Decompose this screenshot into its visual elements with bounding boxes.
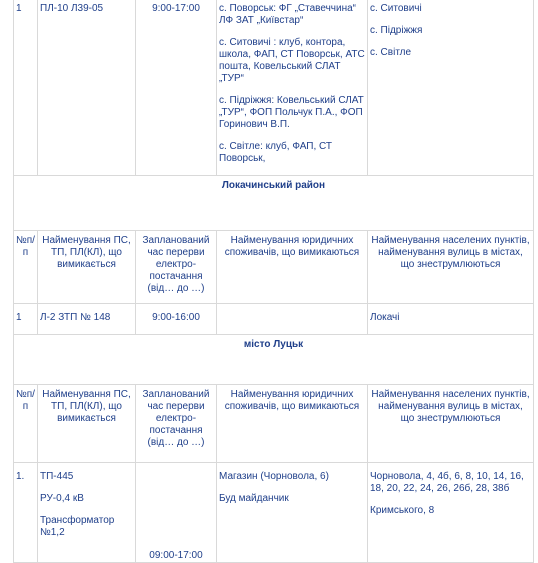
header-line: Найменування ПС, ТП, ПЛ(КЛ), що вимикається: [38, 385, 136, 463]
header-settlements: Найменування населених пунктів, найменування вулиць в містах, що знеструмлюються: [368, 231, 534, 304]
table-row: [14, 304, 534, 335]
line-name: ПЛ-10 Л39-05: [38, 0, 136, 176]
power-outage-table: [13, 0, 534, 563]
consumers-cell: [217, 463, 368, 563]
section-title-lutsk: місто Луцьк: [14, 335, 534, 385]
section-row: [14, 335, 534, 385]
outage-time: 9:00-16:00: [136, 304, 217, 335]
header-settlements: Найменування населених пунктів, найменування вулиць в містах, що знеструмлюються: [368, 385, 534, 463]
consumer-entry: Магазин (Чорновола, 6): [219, 471, 329, 482]
consumer-entry: с. Підріжжя: Ковельський СЛАТ „ТУР“, ФОП Польчук П.А., ФОП Горинович В.П.: [219, 95, 364, 130]
settlement-entry: с. Світле: [370, 47, 412, 58]
line-name-cell: [38, 463, 136, 563]
settlement-entry: с. Підріжжя: [370, 25, 423, 36]
table-row: [14, 0, 534, 176]
consumers-cell: [217, 0, 368, 176]
section-title-lokachi: Локачинський район: [14, 176, 534, 231]
header-consumers: Найменування юридичних споживачів, що вимикаються: [217, 385, 368, 463]
line-name: Л-2 ЗТП № 148: [38, 304, 136, 335]
header-row: [14, 231, 534, 304]
consumer-entry: с. Поворськ: ФГ „Ставеччина“ ЛФ ЗАТ „Київстар“: [219, 3, 356, 26]
settlement-entry: с. Ситовичі: [370, 3, 422, 14]
consumer-entry: с. Ситовичі : клуб, контора, школа, ФАП, СТ Поворськ, АТС пошта, Ковельський СЛАТ „ТУР“: [219, 37, 365, 84]
line-entry: ТП-445: [40, 471, 74, 482]
header-time: Запланований час перерви електро-постачання (від… до …): [136, 385, 217, 463]
consumer-entry: Буд майданчик: [219, 493, 289, 504]
line-entry: РУ-0,4 кВ: [40, 493, 84, 504]
row-number: 1: [14, 0, 38, 176]
consumer-entry: с. Світле: клуб, ФАП, СТ Поворськ,: [219, 141, 333, 164]
settlement-entry: Кримського, 8: [370, 505, 435, 516]
settlement-entry: Чорновола, 4, 4б, 6, 8, 10, 14, 16, 18, 20, 22, 24, 26, 26б, 28, 38б: [370, 471, 524, 494]
line-entry: Трансформатор №1,2: [40, 515, 115, 538]
settlements-cell: [368, 463, 534, 563]
header-line: Найменування ПС, ТП, ПЛ(КЛ), що вимикається: [38, 231, 136, 304]
settlements-cell: [368, 0, 534, 176]
header-time: Запланований час перерви електро-постачання (від… до …): [136, 231, 217, 304]
consumers-cell: [217, 304, 368, 335]
row-number: 1.: [14, 463, 38, 563]
header-num: №п/п: [14, 231, 38, 304]
row-number: 1: [14, 304, 38, 335]
settlements-cell: Локачі: [368, 304, 534, 335]
table-row: [14, 463, 534, 563]
header-row: [14, 385, 534, 463]
outage-time: 9:00-17:00: [136, 0, 217, 176]
section-row: [14, 176, 534, 231]
outage-time: 09:00-17:00: [136, 463, 217, 563]
header-consumers: Найменування юридичних споживачів, що вимикаються: [217, 231, 368, 304]
header-num: №п/п: [14, 385, 38, 463]
